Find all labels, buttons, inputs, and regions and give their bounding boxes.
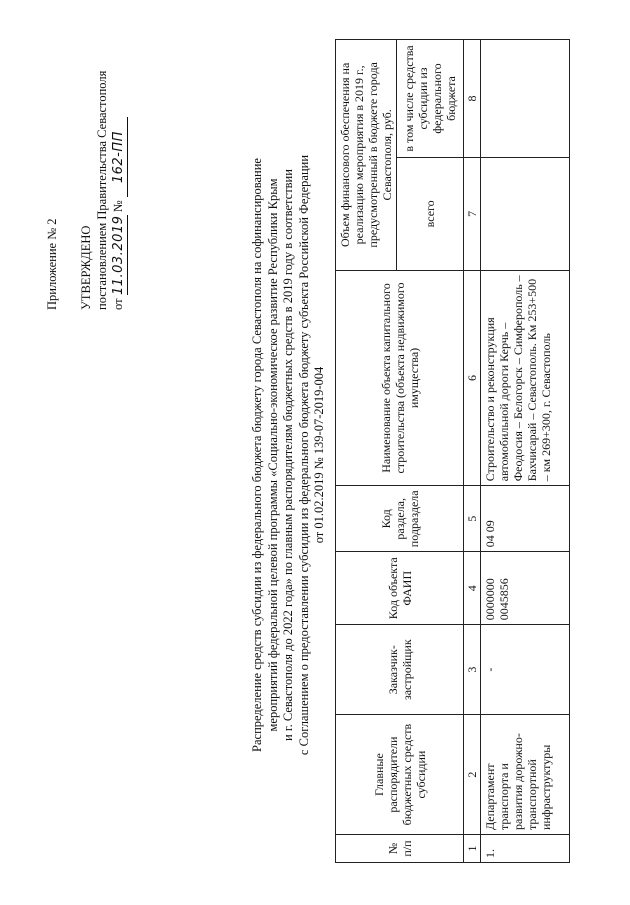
col-number: 5: [464, 486, 481, 552]
header-customer: Заказчик-застройщик: [336, 625, 464, 715]
col-number: 6: [464, 270, 481, 486]
column-number-row: [464, 40, 481, 863]
header-object-name: Наименование объекта капитального строительства (объекта недвижимого имущества): [336, 270, 464, 486]
row-federal: [481, 40, 570, 158]
row-total: [481, 157, 570, 270]
row-object-name: Строительство и реконструкция автомобильной дороги Керчь – Феодосия – Белогорск – Симферополь – Бахчисарай – Севастополь. Км 253+500 – км 269+300, г. Севастополь: [481, 270, 570, 486]
subsidy-table: [335, 39, 570, 863]
col-number: 3: [464, 625, 481, 715]
row-faip-code: 0000000 0045856: [481, 552, 570, 625]
decree-date: 11.03.2019: [111, 215, 126, 296]
col-number: 1: [464, 835, 481, 863]
header-faip-code: Код объекта ФАИП: [336, 552, 464, 625]
date-prefix: от: [111, 298, 125, 310]
title-line: с Соглашением о предоставлении субсидии из федерального бюджета бюджету субъекта Российской Федерации: [296, 154, 311, 756]
col-number: 8: [464, 40, 481, 158]
row-num: 1.: [481, 835, 570, 863]
header-num: № п/п: [336, 835, 464, 863]
col-number: 7: [464, 157, 481, 270]
col-number: 4: [464, 552, 481, 625]
row-grbs: Департамент транспорта и развития дорожно-транспортной инфраструктуры: [481, 715, 570, 835]
table-row: [481, 40, 570, 863]
document-title: [250, 95, 328, 815]
header-section-code: Код раздела, подраздела: [336, 486, 464, 552]
header-federal: в том числе средства субсидии из федерального бюджета: [397, 40, 464, 158]
appendix-label: Приложение № 2: [45, 218, 59, 310]
table-header-row: [336, 40, 397, 863]
row-customer: -: [481, 625, 570, 715]
decree-date-line: [110, 117, 128, 310]
title-line: Распределение средств субсидии из федерального бюджета бюджету города Севастополя на софинансирование: [250, 158, 264, 752]
col-number: 2: [464, 715, 481, 835]
decree-number: 162-ПП: [111, 117, 128, 197]
decree-label: постановлением Правительства Севастополя: [95, 70, 109, 310]
row-section-code: 04 09: [481, 486, 570, 552]
number-prefix: №: [111, 200, 125, 213]
header-grbs: Главные распорядители бюджетных средств субсидии: [336, 715, 464, 835]
header-funding-volume: Объем финансового обеспечения на реализацию мероприятия в 2019 г., предусмотренный в бюджете города Севастополя, руб.: [336, 40, 397, 271]
approved-label: УТВЕРЖДЕНО: [79, 225, 93, 310]
header-total: всего: [397, 157, 464, 270]
title-line: от 01.02.2019 № 139-07-2019-004: [312, 366, 326, 544]
title-line: мероприятий федеральной целевой программы «Социально-экономическое развитие Республики Крым: [265, 178, 280, 732]
title-line: и г. Севастополя до 2022 года» по главным распорядителям бюджетных средств в 2019 году в соответствии: [281, 169, 295, 741]
